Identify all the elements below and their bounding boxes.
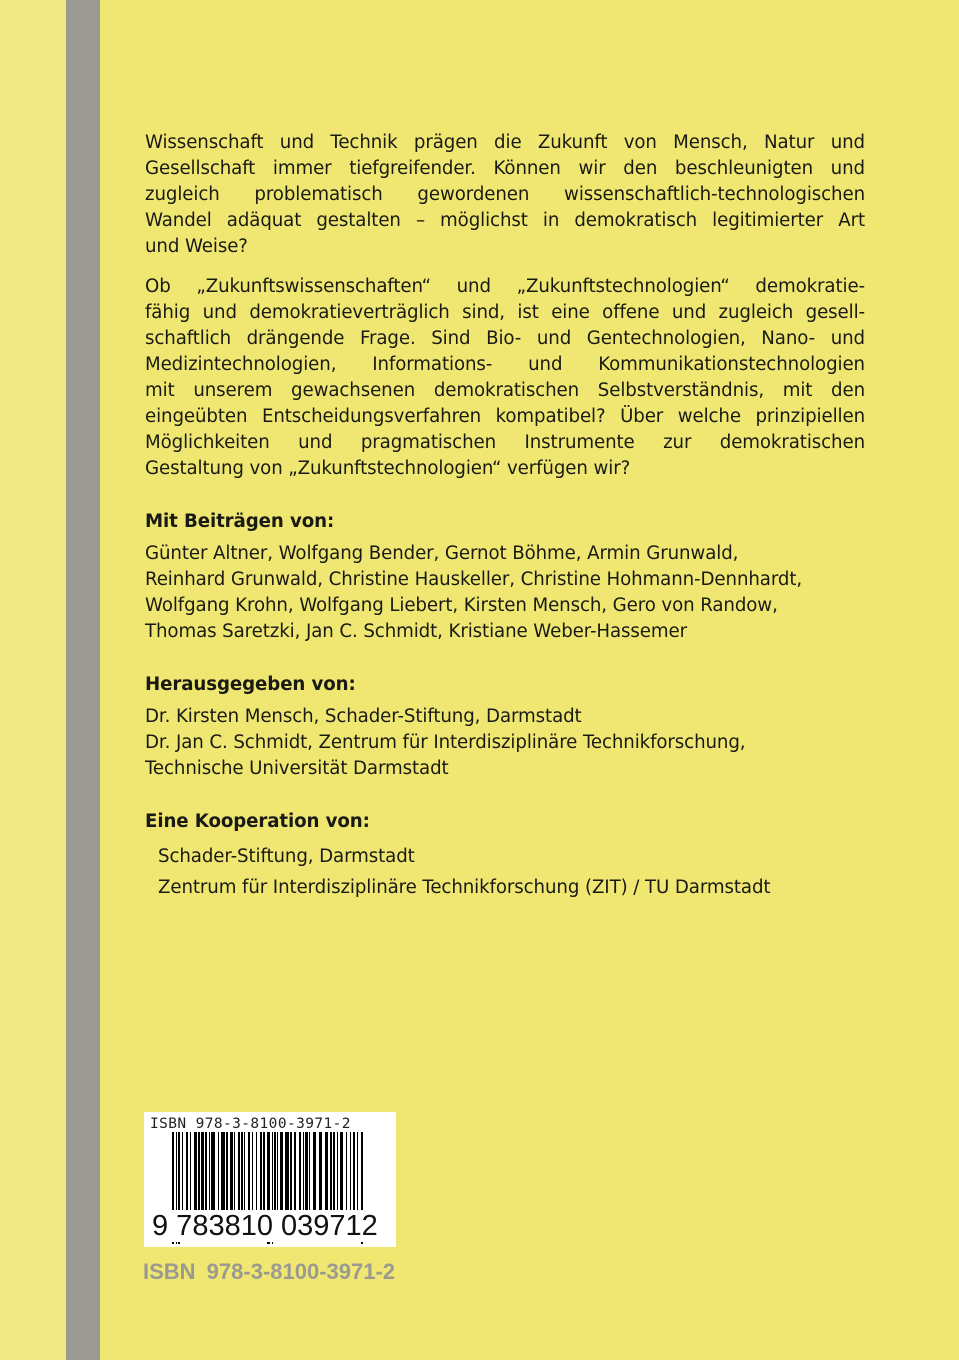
editors-line: Dr. Jan C. Schmidt, Zentrum für Interdisziplinäre Technikforschung,: [145, 732, 746, 753]
text-line: zugleich problematisch gewordenen wissenschaftlich-technologischen: [145, 184, 865, 205]
cooperation-line: Schader-Stiftung, Darmstadt: [158, 846, 415, 867]
gray-spine-strip: [66, 0, 100, 1360]
contributors-line: Reinhard Grunwald, Christine Hauskeller, Christine Hohmann-Dennhardt,: [145, 569, 803, 590]
cooperation-section: [145, 809, 865, 903]
blurb-paragraph-1: [145, 130, 865, 260]
editors-line: Dr. Kirsten Mensch, Schader-Stiftung, Darmstadt: [145, 706, 582, 727]
text-line: eingeübten Entscheidungsverfahren kompatibel? Über welche prinzipiellen: [145, 406, 865, 427]
text-line: fähig und demokratieverträglich sind, ist eine offene und zugleich gesell-: [145, 302, 865, 323]
contributors-section: [145, 509, 865, 645]
text-line: Möglichkeiten und pragmatischen Instrumente zur demokratischen: [145, 432, 865, 453]
text-line: Ob „Zukunftswissenschaften“ und „Zukunftstechnologien“ demokratie-: [145, 276, 865, 297]
text-line: Gesellschaft immer tiefgreifender. Können wir den beschleunigten und: [145, 158, 865, 179]
editors-line: Technische Universität Darmstadt: [145, 758, 449, 779]
editors-heading: Herausgegeben von:: [145, 674, 356, 695]
cover-edge-strip: [0, 0, 66, 1360]
barcode-isbn-label: ISBN 978-3-8100-3971-2: [150, 1116, 351, 1132]
editors-section: [145, 672, 865, 782]
text-line: Wandel adäquat gestalten – möglichst in demokratisch legitimierter Art: [145, 210, 865, 231]
contributors-line: Günter Altner, Wolfgang Bender, Gernot Böhme, Armin Grunwald,: [145, 543, 739, 564]
barcode-digits: [152, 1210, 378, 1243]
barcode-digits-text: 9 783810 039712: [152, 1210, 378, 1242]
text-line: Gestaltung von „Zukunftstechnologien“ verfügen wir?: [145, 458, 631, 479]
text-line: und Weise?: [145, 236, 248, 257]
back-cover-text: [145, 130, 865, 903]
cooperation-line: Zentrum für Interdisziplinäre Technikforschung (ZIT) / TU Darmstadt: [158, 877, 771, 898]
contributors-heading: Mit Beiträgen von:: [145, 511, 335, 532]
contributors-line: Thomas Saretzki, Jan C. Schmidt, Kristiane Weber-Hassemer: [145, 621, 687, 642]
cooperation-heading: Eine Kooperation von:: [145, 811, 370, 832]
blurb-paragraph-2: [145, 274, 865, 482]
contributors-line: Wolfgang Krohn, Wolfgang Liebert, Kirsten Mensch, Gero von Randow,: [145, 595, 778, 616]
text-line: mit unserem gewachsenen demokratischen Selbstverständnis, mit den: [145, 380, 865, 401]
text-line: schaftlich drängende Frage. Sind Bio- und Gentechnologien, Nano- und: [145, 328, 865, 349]
isbn-printed: ISBN 978-3-8100-3971-2: [143, 1259, 396, 1284]
text-line: Medizintechnologien, Informations- und Kommunikationstechnologien: [145, 354, 865, 375]
isbn-barcode: [144, 1112, 396, 1247]
text-line: Wissenschaft und Technik prägen die Zukunft von Mensch, Natur und: [145, 132, 865, 153]
